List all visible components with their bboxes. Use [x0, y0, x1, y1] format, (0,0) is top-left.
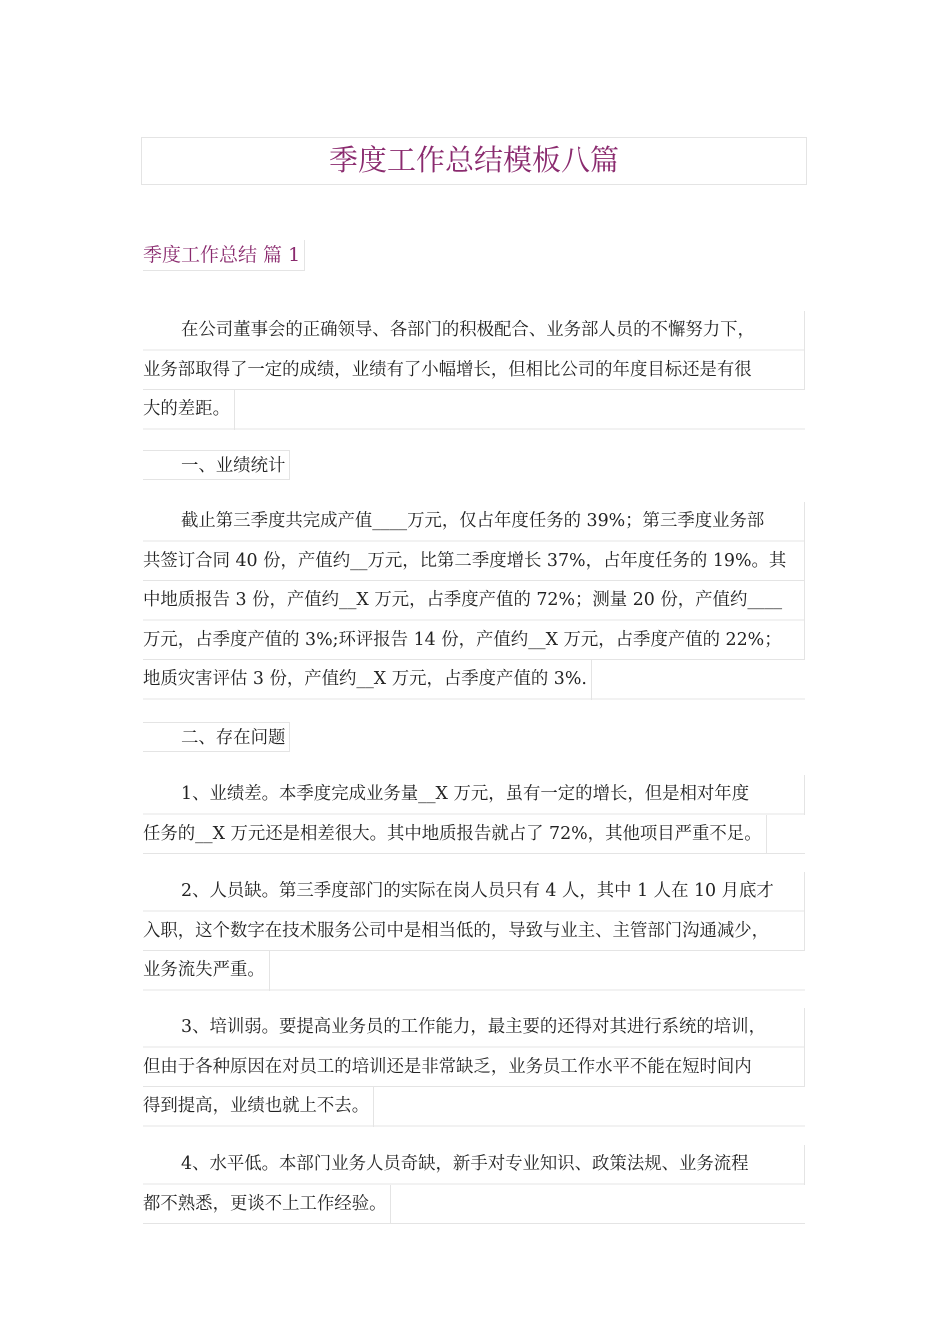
issue-3-line-3: 得到提高，业绩也就上不去。 — [143, 1087, 374, 1127]
issue-3-line-2: 但由于各种原因在对员工的培训还是非常缺乏，业务员工作水平不能在短时间内 — [143, 1048, 805, 1088]
issue-2-paragraph — [143, 872, 805, 1006]
issue-3-paragraph — [143, 1008, 805, 1142]
stats-line-2: 共签订合同 40 份，产值约__万元，比第二季度增长 37%，占年度任务的 19%。其 — [143, 542, 805, 582]
stats-line-5: 地质灾害评估 3 份，产值约__X 万元，占季度产值的 3%. — [143, 660, 592, 700]
issue-2-line-2: 入职，这个数字在技术服务公司中是相当低的，导致与业主、主管部门沟通减少， — [143, 912, 805, 952]
issue-1-line-2: 任务的__X 万元还是相差很大。其中地质报告就占了 72%，其他项目严重不足。 — [143, 815, 767, 855]
intro-line-2: 业务部取得了一定的成绩，业绩有了小幅增长，但相比公司的年度目标还是有很 — [143, 351, 805, 391]
heading-performance: 一、业绩统计 — [143, 450, 290, 480]
issue-4-line-1: 4、水平低。本部门业务人员奇缺，新手对专业知识、政策法规、业务流程 — [143, 1145, 805, 1185]
stats-paragraph — [143, 502, 805, 715]
issue-1-paragraph — [143, 775, 805, 870]
issue-2-line-1: 2、人员缺。第三季度部门的实际在岗人员只有 4 人，其中 1 人在 10 月底才 — [143, 872, 805, 912]
intro-line-3: 大的差距。 — [143, 390, 235, 430]
intro-line-1: 在公司董事会的正确领导、各部门的积极配合、业务部人员的不懈努力下， — [143, 311, 805, 351]
document-title: 季度工作总结模板八篇 — [141, 137, 807, 185]
stats-line-4: 万元，占季度产值的 3%;环评报告 14 份，产值约__X 万元，占季度产值的 22%； — [143, 621, 805, 661]
stats-line-3: 中地质报告 3 份，产值约__X 万元，占季度产值的 72%；测量 20 份，产值约____ — [143, 581, 805, 621]
stats-line-1: 截止第三季度共完成产值____万元，仅占年度任务的 39%；第三季度业务部 — [143, 502, 805, 542]
issue-4-line-2: 都不熟悉，更谈不上工作经验。 — [143, 1185, 391, 1225]
issue-2-line-3: 业务流失严重。 — [143, 951, 270, 991]
intro-paragraph — [143, 311, 805, 445]
issue-4-paragraph — [143, 1145, 805, 1240]
section-heading: 季度工作总结 篇 1 — [143, 240, 305, 271]
heading-problems: 二、存在问题 — [143, 722, 290, 752]
issue-1-line-1: 1、业绩差。本季度完成业务量__X 万元，虽有一定的增长，但是相对年度 — [143, 775, 805, 815]
issue-3-line-1: 3、培训弱。要提高业务员的工作能力，最主要的还得对其进行系统的培训， — [143, 1008, 805, 1048]
